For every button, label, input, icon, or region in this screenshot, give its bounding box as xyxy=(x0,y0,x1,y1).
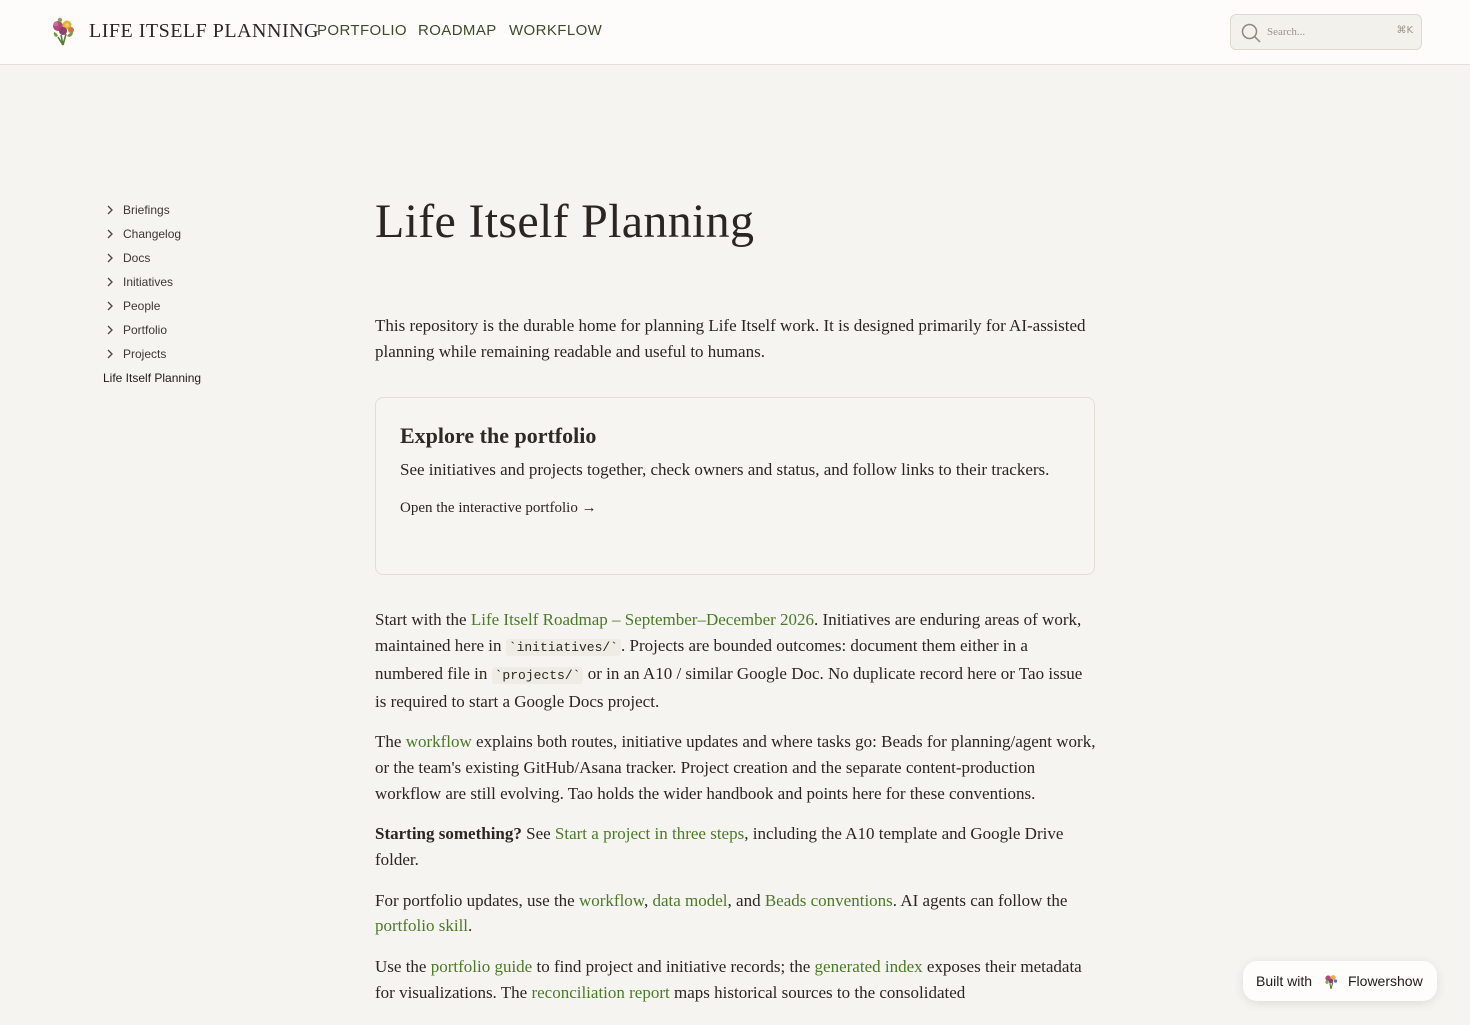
workflow-link[interactable]: workflow xyxy=(578,890,644,910)
text-segment: . AI agents can follow the xyxy=(892,890,1068,910)
data-model-link[interactable]: data model xyxy=(652,890,728,910)
search-icon xyxy=(1240,22,1262,44)
portfolio-skill-link[interactable]: portfolio skill xyxy=(375,916,469,936)
sidebar-item-portfolio[interactable] xyxy=(103,318,323,342)
text-segment: . Projects are bounded outcomes: document them either in a numbered file in xyxy=(375,636,1028,683)
text-segment: , xyxy=(643,890,653,910)
card-description: See initiatives and projects together, check owners and status, and follow links to their trackers. xyxy=(400,460,1050,480)
intro-paragraph: This repository is the durable home for planning Life Itself work. It is designed primarily for AI-assisted planning while remaining readable and useful to humans. xyxy=(375,316,1086,361)
search-shortcut-hint: ⌘K xyxy=(1396,25,1413,36)
beads-conventions-link[interactable]: Beads conventions xyxy=(764,890,893,910)
sidebar-item-changelog[interactable] xyxy=(103,222,323,246)
roadmap-paragraph xyxy=(375,607,1097,714)
site-title[interactable]: LIFE ITSELF PLANNING xyxy=(89,20,319,42)
search-box[interactable] xyxy=(1230,14,1422,50)
page-title: Life Itself Planning xyxy=(375,195,755,248)
text-segment: explains both routes, initiative updates and where tasks go: Beads for planning/agent work, or the team's existing GitHub/Asana tracker. Project creation and the separate content-production workflow are still evolving. Tao holds the wider handbook and points here for these conventions. xyxy=(375,732,1096,803)
sidebar-item-label: Changelog xyxy=(123,227,182,241)
text-segment: See xyxy=(521,824,555,844)
sidebar-item-docs[interactable] xyxy=(103,246,323,270)
portfolio-guide-paragraph xyxy=(375,954,1097,1005)
text-segment: to find project and initiative records; the xyxy=(532,957,815,977)
sidebar-item-label: People xyxy=(123,299,161,313)
starting-paragraph xyxy=(375,821,1097,872)
sidebar-item-label: Projects xyxy=(123,347,167,361)
text-segment: For portfolio updates, use the xyxy=(375,890,579,910)
roadmap-link[interactable]: Life Itself Roadmap – September–December 2026 xyxy=(470,610,815,630)
open-portfolio-link[interactable]: Open the interactive portfolio → xyxy=(400,500,597,517)
flower-bouquet-logo-icon[interactable] xyxy=(47,15,79,47)
generated-index-link[interactable]: generated index xyxy=(814,957,923,977)
sidebar-item-label: Initiatives xyxy=(123,275,174,289)
portfolio-callout-card xyxy=(375,397,1095,575)
sidebar-item-label: Portfolio xyxy=(123,323,168,337)
text-segment: The xyxy=(375,732,406,752)
initiatives-code: `initiatives/` xyxy=(506,639,621,656)
text-segment: , and xyxy=(727,890,765,910)
chevron-right-icon[interactable] xyxy=(103,246,123,270)
text-segment: maps historical sources to the consolidated xyxy=(669,982,966,1002)
chevron-right-icon[interactable] xyxy=(103,270,123,294)
text-segment: , including the A10 template and Google Drive folder. xyxy=(375,824,1064,870)
start-project-link[interactable]: Start a project in three steps xyxy=(554,824,745,844)
chevron-right-icon[interactable] xyxy=(103,342,123,366)
chevron-right-icon[interactable] xyxy=(103,198,123,222)
sidebar-item-label: Briefings xyxy=(123,203,170,217)
search-input[interactable] xyxy=(1267,21,1377,43)
projects-code: `projects/` xyxy=(492,667,584,684)
flowershow-brand: Flowershow xyxy=(1348,973,1423,989)
nav-portfolio[interactable]: PORTFOLIO xyxy=(317,22,408,39)
nav-roadmap[interactable]: ROADMAP xyxy=(418,22,497,39)
portfolio-updates-paragraph xyxy=(375,888,1097,939)
text-segment: Use the xyxy=(375,957,431,977)
text-segment: or in an A10 / similar Google Doc. No duplicate record here or Tao issue is required to start a Google Docs project. xyxy=(375,663,1083,711)
workflow-paragraph xyxy=(375,729,1097,806)
nav-workflow[interactable]: WORKFLOW xyxy=(509,22,603,39)
built-with-label: Built with xyxy=(1256,973,1313,989)
sidebar-item-initiatives[interactable] xyxy=(103,270,323,294)
workflow-link[interactable]: workflow xyxy=(405,732,472,752)
sidebar-item-projects[interactable] xyxy=(103,342,323,366)
sidebar-nav xyxy=(103,198,323,390)
sidebar-item-people[interactable] xyxy=(103,294,323,318)
card-title: Explore the portfolio xyxy=(400,423,597,449)
chevron-right-icon[interactable] xyxy=(103,222,123,246)
main-content xyxy=(375,190,1097,1006)
flowershow-logo-icon xyxy=(1322,972,1340,990)
text-segment: . xyxy=(468,916,473,936)
bold-text: Starting something? xyxy=(375,824,522,844)
sidebar-item-label: Docs xyxy=(123,251,151,265)
text-segment: exposes their metadata for visualizations. The xyxy=(375,957,1082,1002)
site-header xyxy=(0,0,1470,65)
chevron-right-icon[interactable] xyxy=(103,294,123,318)
sidebar-item-current-page[interactable]: Life Itself Planning xyxy=(103,371,202,385)
text-segment: . Initiatives are enduring areas of work, maintained here in xyxy=(375,610,1082,656)
text-segment: Start with the xyxy=(375,610,471,630)
chevron-right-icon[interactable] xyxy=(103,318,123,342)
portfolio-guide-link[interactable]: portfolio guide xyxy=(430,957,533,977)
built-with-badge[interactable] xyxy=(1243,961,1437,1001)
reconciliation-report-link[interactable]: reconciliation report xyxy=(531,982,670,1002)
sidebar-item-briefings[interactable] xyxy=(103,198,323,222)
